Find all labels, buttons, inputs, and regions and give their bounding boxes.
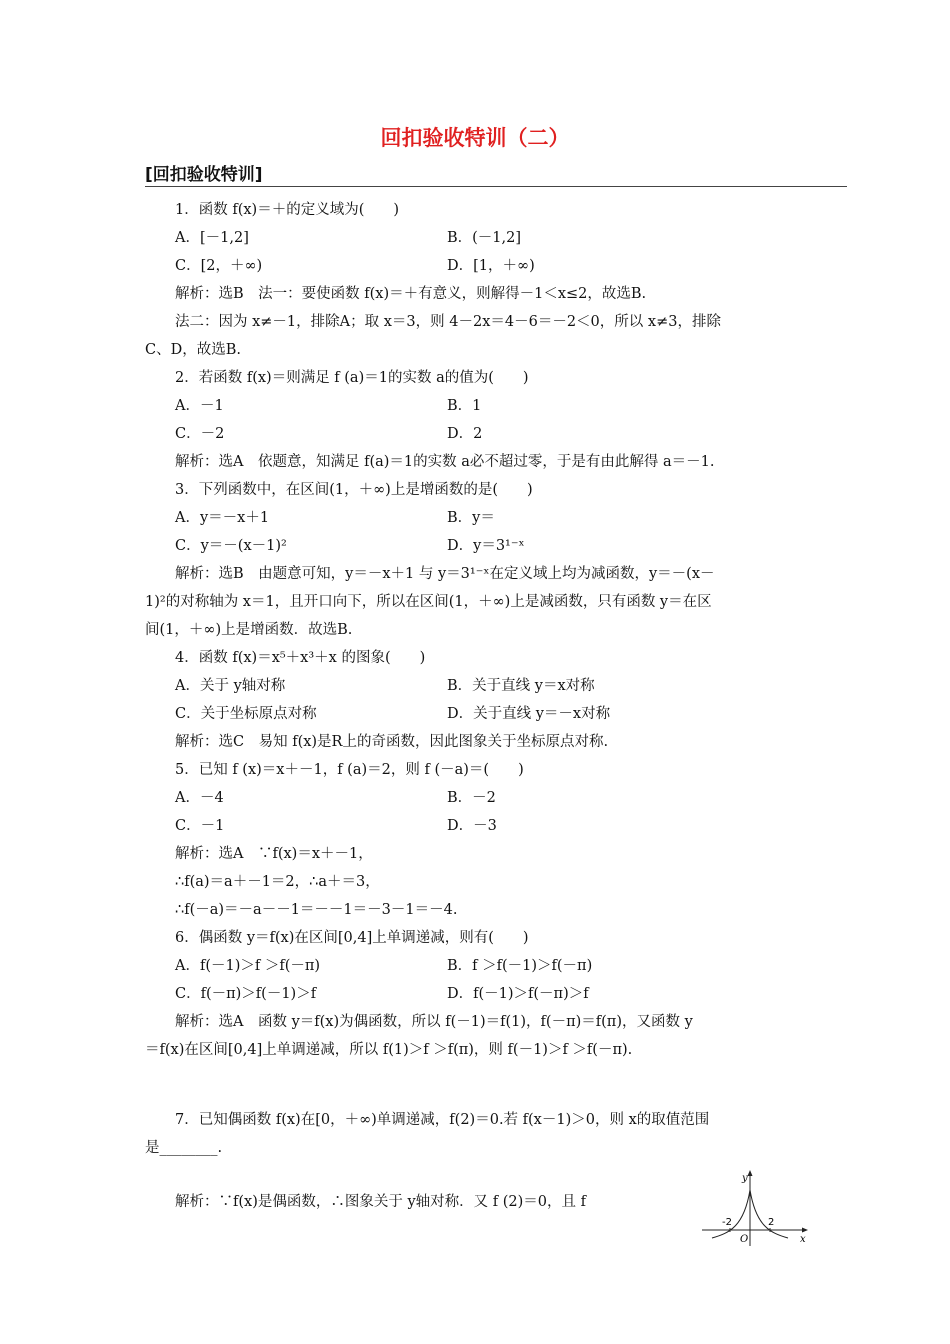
text-line: 解析：选C 易知 f(x)是R上的奇函数，因此图象关于坐标原点对称. xyxy=(175,734,609,750)
text-line: 1)²的对称轴为 x＝1，且开口向下，所以在区间(1，＋∞)上是减函数，只有函数 y＝在区 xyxy=(145,594,712,610)
text-line: 6．偶函数 y＝f(x)在区间[0,4]上单调递减，则有( ) xyxy=(175,930,529,946)
text-line: B．y＝ xyxy=(447,510,495,526)
text-line: A．[－1,2] xyxy=(175,230,249,246)
text-line: 解析：选B 法一：要使函数 f(x)＝＋有意义，则解得－1＜x≤2，故选B. xyxy=(175,286,647,302)
text-line: B．f ＞f(－1)＞f(－π) xyxy=(447,958,593,974)
text-line: B．1 xyxy=(447,398,482,414)
text-line: 解析：选A 函数 y＝f(x)为偶函数，所以 f(－1)＝f(1)，f(－π)＝f(π)，又函数 y xyxy=(175,1014,693,1030)
text-line: ∴f(a)＝a＋－1＝2，∴a＋＝3， xyxy=(175,874,380,890)
text-line: C．－2 xyxy=(175,426,225,442)
text-line: 解析：选A 依题意，知满足 f(a)＝1的实数 a必不超过零，于是有由此解得 a＝－1. xyxy=(175,454,715,470)
text-line: D．f(－1)＞f(－π)＞f xyxy=(447,986,589,1002)
text-line: ＝f(x)在区间[0,4]上单调递减，所以 f(1)＞f ＞f(π)，则 f(－1)＞f ＞f(－π). xyxy=(145,1042,633,1058)
neg-two-label: -2 xyxy=(722,1217,732,1228)
text-line: 解析：选B 由题意可知，y＝－x＋1 与 y＝3¹⁻ˣ在定义域上均为减函数，y＝－(x－ xyxy=(175,566,715,582)
x-axis-label: x xyxy=(800,1234,806,1245)
text-line: 是________. xyxy=(145,1140,223,1156)
text-line: A．关于 y轴对称 xyxy=(175,678,286,694)
text-line: 3．下列函数中，在区间(1，＋∞)上是增函数的是( ) xyxy=(175,482,533,498)
text-line: B．－2 xyxy=(447,790,496,806)
text-line: D．－3 xyxy=(447,818,497,834)
text-line: D．y＝3¹⁻ˣ xyxy=(447,538,525,554)
page-title: 回扣验收特训（二） xyxy=(380,126,570,150)
text-line: 间(1，＋∞)上是增函数．故选B. xyxy=(145,622,353,638)
origin-label: O xyxy=(740,1234,749,1245)
text-line: D．2 xyxy=(447,426,483,442)
text-line: D．关于直线 y＝－x对称 xyxy=(447,706,611,722)
text-line: 法二：因为 x≠－1，排除A；取 x＝3，则 4－2x＝4－6＝－2＜0，所以 x≠3，排除 xyxy=(175,314,721,330)
text-line: C．－1 xyxy=(175,818,225,834)
text-line: C、D，故选B. xyxy=(145,342,241,358)
text-line: A．f(－1)＞f ＞f(－π) xyxy=(175,958,321,974)
text-line: C．f(－π)＞f(－1)＞f xyxy=(175,986,317,1002)
text-line: D．[1，＋∞) xyxy=(447,258,535,274)
text-line: B．关于直线 y＝x对称 xyxy=(447,678,595,694)
text-line: B．(－1,2] xyxy=(447,230,522,246)
text-line: 7．已知偶函数 f(x)在[0，＋∞)单调递减，f(2)＝0.若 f(x－1)＞0，则 x的取值范围 xyxy=(175,1112,710,1128)
y-axis-arrow-icon xyxy=(748,1170,753,1176)
y-axis-label: y xyxy=(742,1173,748,1184)
text-line: A．y＝－x＋1 xyxy=(175,510,270,526)
text-line: A．－1 xyxy=(175,398,224,414)
x-axis-arrow-icon xyxy=(802,1228,808,1233)
text-line: 解析：选A ∵f(x)＝x＋－1， xyxy=(175,846,373,862)
text-line: A．－4 xyxy=(175,790,224,806)
text-line: C．[2，＋∞) xyxy=(175,258,263,274)
text-line: 1．函数 f(x)＝＋的定义域为( ) xyxy=(175,202,400,218)
text-line: 解析：∵f(x)是偶函数，∴图象关于 y轴对称．又 f (2)＝0，且 f xyxy=(175,1194,586,1210)
text-line: C．关于坐标原点对称 xyxy=(175,706,317,722)
section-title: [回扣验收特训] xyxy=(145,165,263,185)
text-line: 5．已知 f (x)＝x＋－1，f (a)＝2，则 f (－a)＝( ) xyxy=(175,762,524,778)
text-line: 4．函数 f(x)＝x⁵＋x³＋x 的图象( ) xyxy=(175,650,426,666)
text-line: C．y＝－(x－1)² xyxy=(175,538,287,554)
function-graph xyxy=(700,1168,810,1248)
pos-two-label: 2 xyxy=(768,1217,775,1228)
text-line: ∴f(－a)＝－a－－1＝－－1＝－3－1＝－4. xyxy=(175,902,458,918)
section-header xyxy=(145,160,847,187)
text-line: 2．若函数 f(x)＝则满足 f (a)＝1的实数 a的值为( ) xyxy=(175,370,529,386)
